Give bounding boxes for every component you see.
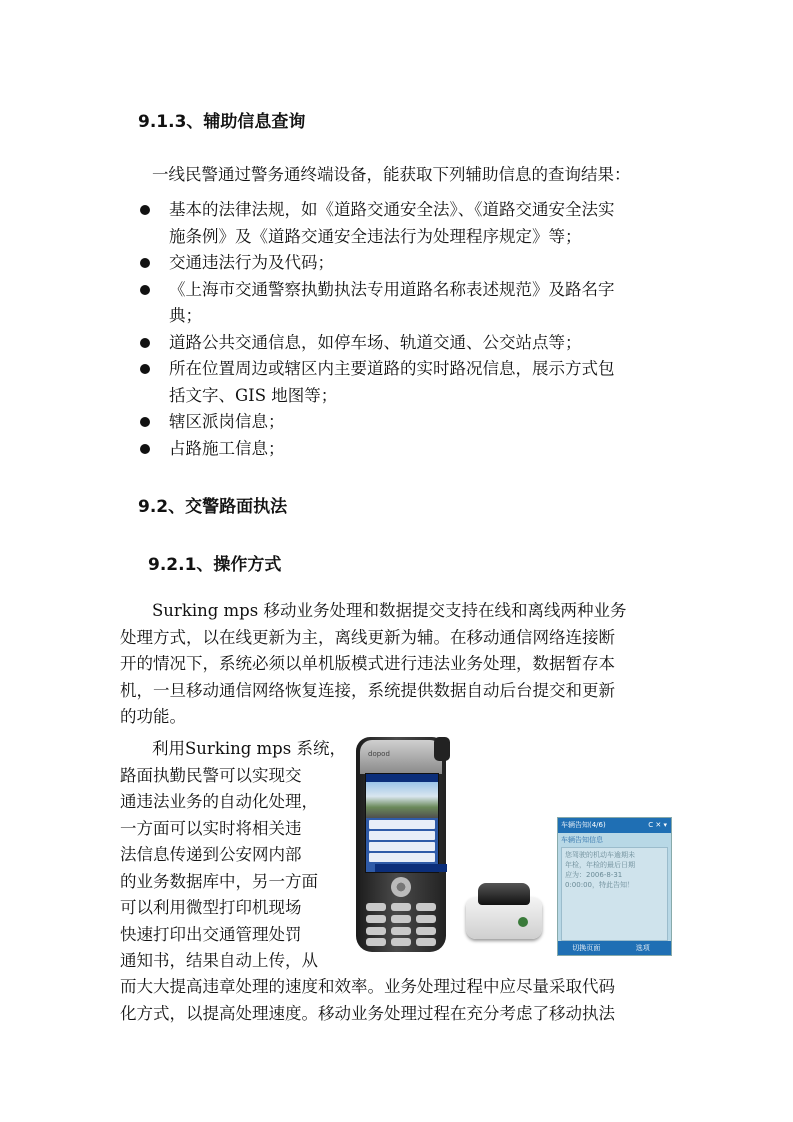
pda-message: 您驾驶的机动车逾期未 年检，年检的最后日期 应为：2006-8-31 0:00:00，特此告知！ — [561, 847, 668, 941]
operation-paragraph: Surking mps 移动业务处理和数据提交支持在线和离线两种业务 处理方式，以在线更新为主，离线更新为辅。在移动通信网络连接断 开的情况下，系统必须以单机版模式进行违法业务处理，数据暂存本 机，一旦移动通信网络恢复连接，系统提供数据自动后台提交和更新 的功能。 — [120, 601, 627, 726]
bullet-icon — [140, 338, 150, 348]
phone-screen-photo — [366, 782, 438, 818]
phone-screen — [365, 773, 439, 873]
pda-title-bar: 车辆告知(4/6) C ✕ ▾ — [558, 818, 671, 833]
mobile-terminal-image — [356, 737, 446, 952]
list-item: 交通违法行为及代码； — [138, 250, 683, 277]
mini-printer-image — [460, 879, 548, 945]
bullet-icon — [140, 285, 150, 295]
usage-paragraph-wrapped: 利用Surking mps 系统， 路面执勤民警可以实现交 通违法业务的自动化处理， 一方面可以实时将相关违 法信息传递到公安网内部 的业务数据库中，另一方面 可以利用微型打印机现场 快速打印出交通管理处罚 通知书，结果自动上传，从 — [120, 739, 346, 970]
list-item: 道路公共交通信息，如停车场、轨道交通、公交站点等； — [138, 330, 683, 357]
pda-softkey-right: 选项 — [635, 944, 650, 952]
bullet-icon — [140, 364, 150, 374]
printer-button-icon — [518, 917, 528, 927]
info-bullet-list — [138, 197, 683, 462]
section-title-9-1-3: 9.1.3、辅助信息查询 — [138, 112, 306, 132]
phone-brand: dopod — [368, 750, 390, 758]
list-item: 所在位置周边或辖区内主要道路的实时路况信息，展示方式包 括文字、GIS 地图等； — [138, 356, 683, 409]
pda-softkey-bar — [558, 941, 671, 955]
bullet-icon — [140, 258, 150, 268]
bullet-icon — [140, 205, 150, 215]
phone-dpad-icon — [391, 877, 411, 897]
phone-antenna — [434, 737, 450, 761]
section-title-9-2: 9.2、交警路面执法 — [138, 497, 288, 517]
section-title-9-2-1: 9.2.1、操作方式 — [148, 555, 282, 575]
pda-subtitle: 车辆告知信息 — [561, 836, 603, 844]
bullet-icon — [140, 444, 150, 454]
phone-keypad — [364, 875, 438, 947]
list-item: 辖区派岗信息； — [138, 409, 683, 436]
pda-status-icons: C ✕ ▾ — [648, 821, 667, 829]
list-item: 《上海市交通警察执勤执法专用道路名称表述规范》及路名字 典； — [138, 277, 683, 330]
pda-softkey-left: 切换页面 — [572, 944, 601, 952]
bullet-icon — [140, 417, 150, 427]
intro-paragraph: 一线民警通过警务通终端设备，能获取下列辅助信息的查询结果： — [152, 165, 631, 184]
list-item: 占路施工信息； — [138, 436, 683, 463]
list-item: 基本的法律法规，如《道路交通安全法》、《道路交通安全法实 施条例》及《道路交通安全违法行为处理程序规定》等； — [138, 197, 683, 250]
pda-screen-image — [557, 817, 672, 956]
phone-earpiece — [360, 740, 442, 774]
usage-paragraph-full: 而大大提高违章处理的速度和效率。业务处理过程中应尽量采取代码 化方式，以提高处理速度。移动业务处理过程在充分考虑了移动执法 — [120, 977, 615, 1023]
